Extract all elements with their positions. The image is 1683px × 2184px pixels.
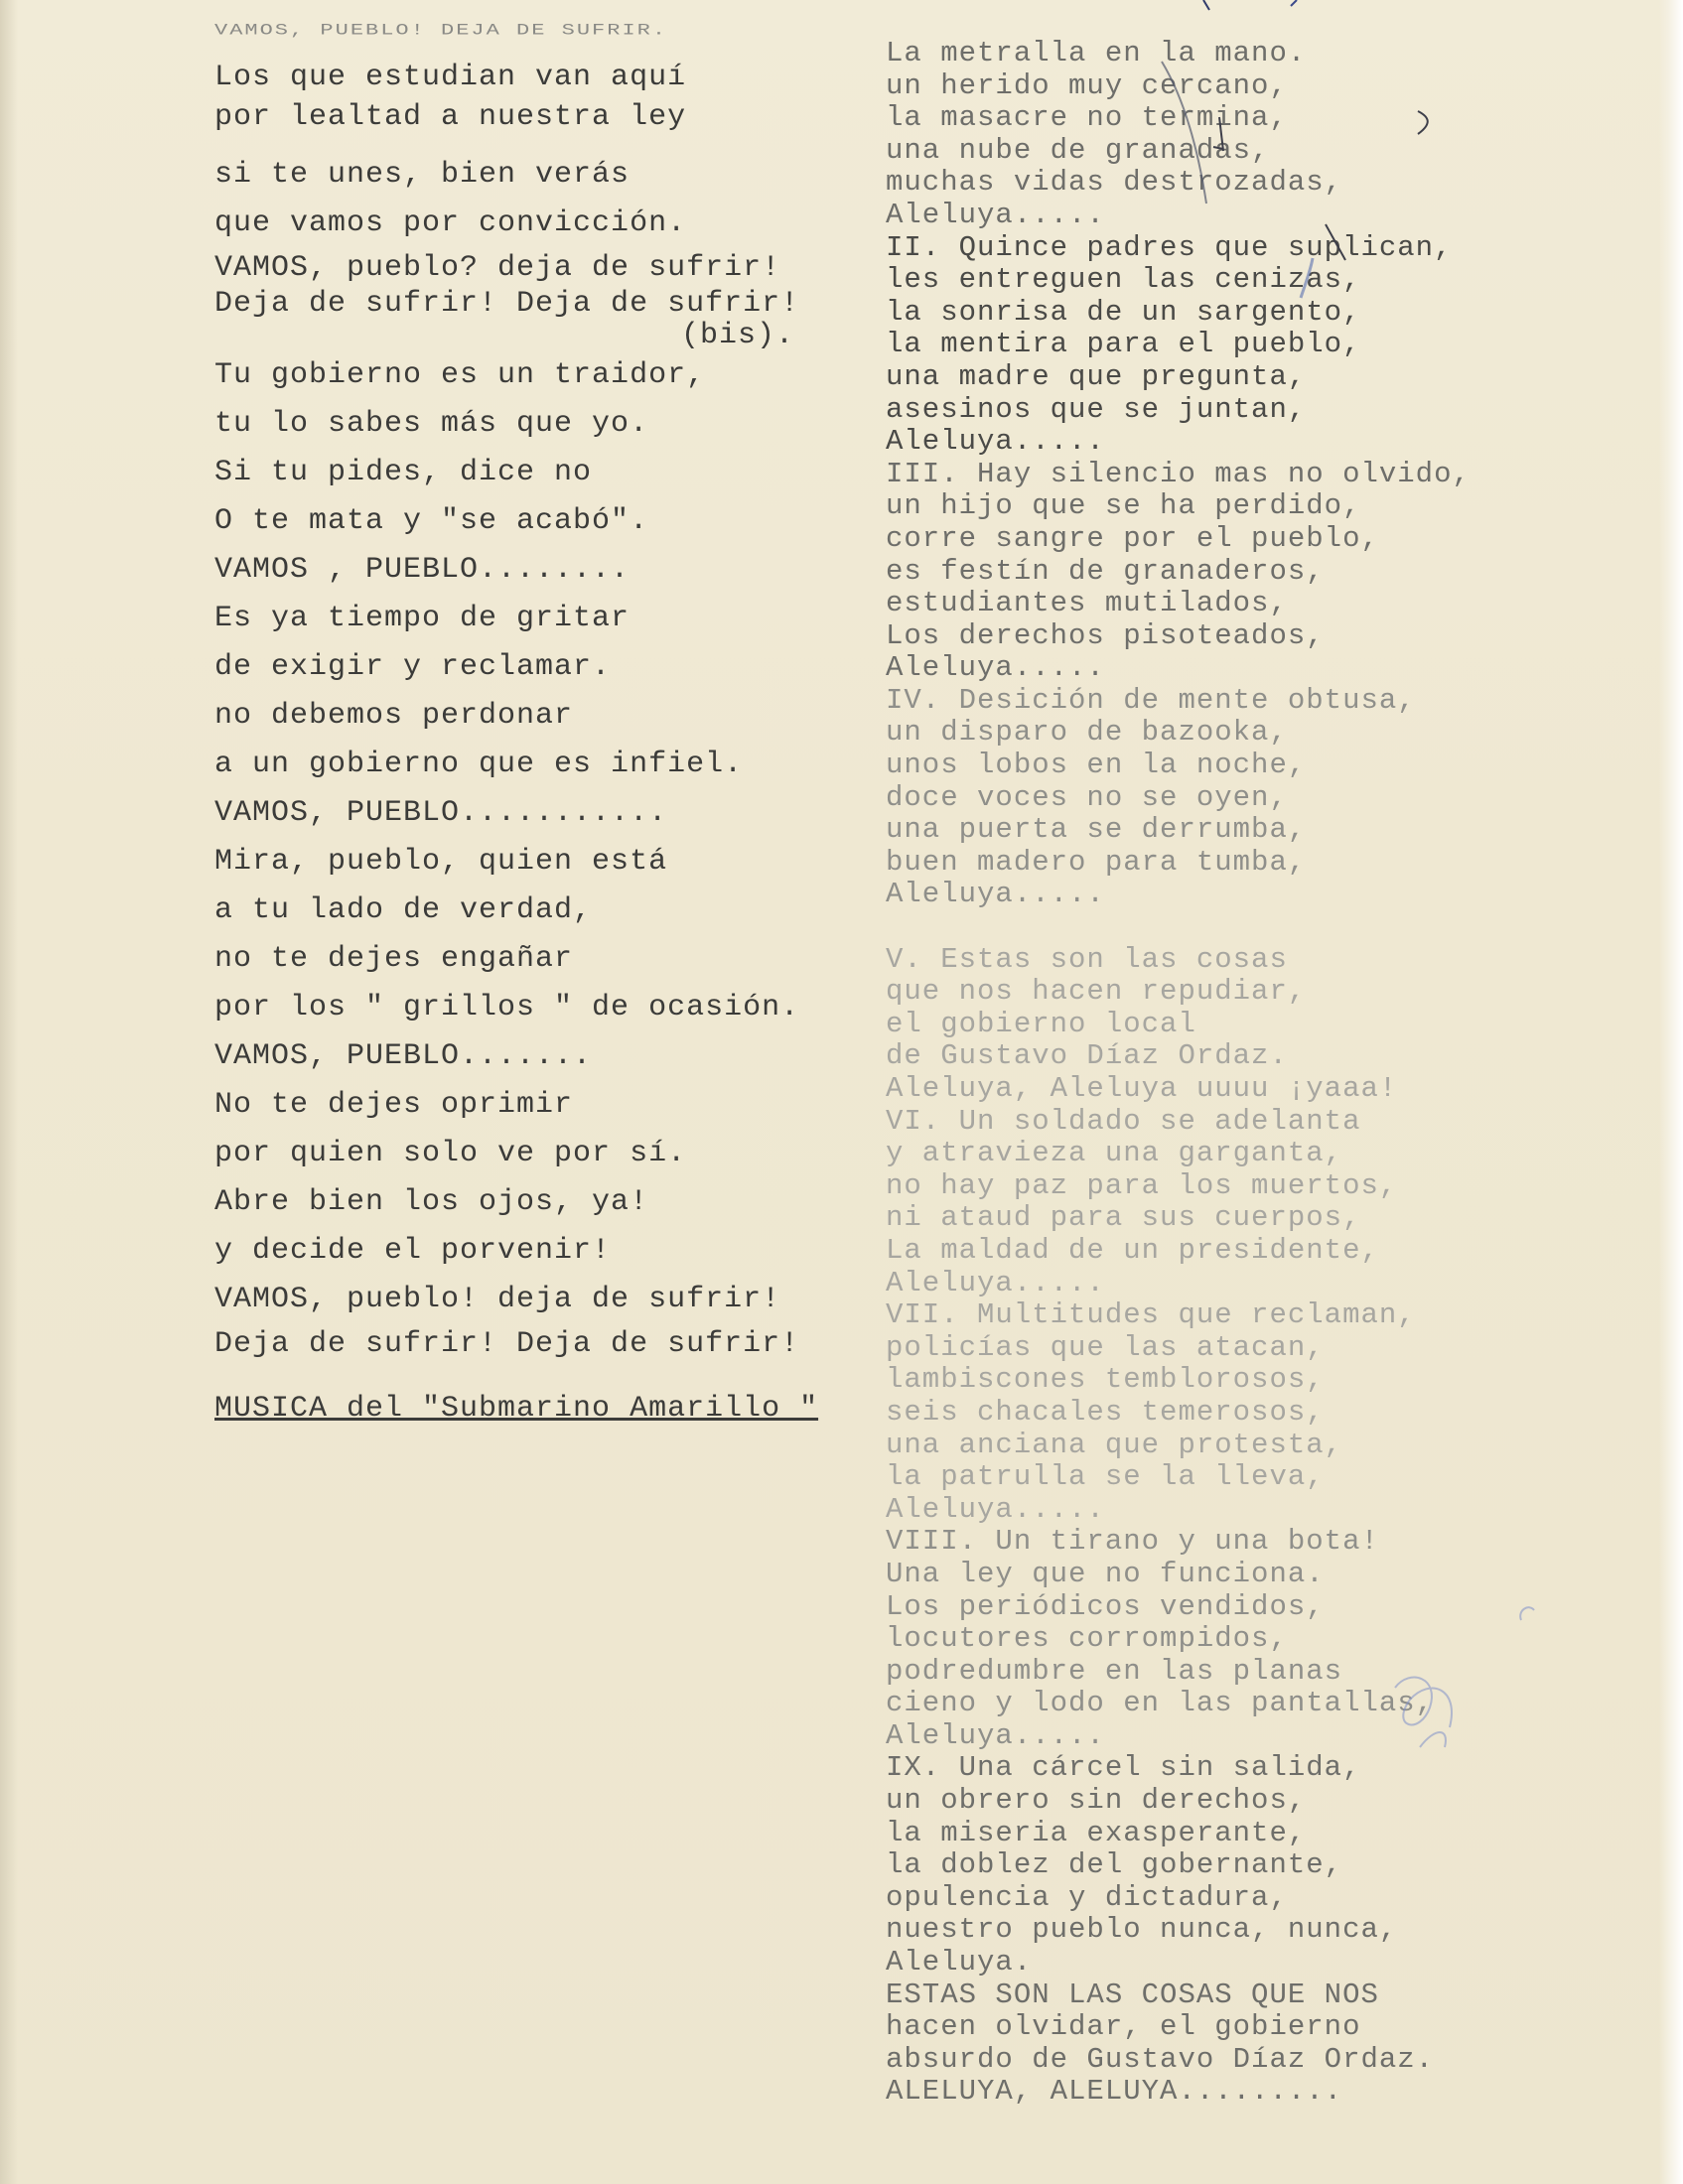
lyric-line: policías que las atacan, [886,1330,1325,1364]
lyric-line: tu lo sabes más que yo. [214,407,649,441]
lyric-line: el gobierno local [886,1007,1196,1040]
lyric-line: asesinos que se juntan, [886,392,1307,426]
lyric-line: IV. Desición de mente obtusa, [886,683,1416,717]
lyric-line: La maldad de un presidente, [886,1233,1379,1267]
lyric-line: unos lobos en la noche, [886,749,1307,782]
lyric-line: a un gobierno que es infiel. [214,748,744,781]
lyric-line: Una ley que no funciona. [886,1557,1325,1590]
lyric-line: doce voces no se oyen, [886,780,1288,814]
lyric-line: seis chacales temerosos, [886,1395,1325,1429]
lyric-line: VAMOS, PUEBLO....... [214,1039,593,1073]
lyric-line: Tu gobierno es un traidor, [214,358,706,392]
lyric-line: II. Quince padres que suplican, [886,230,1453,264]
lyric-line: estudiantes mutilados, [886,587,1288,620]
lyric-line: una anciana que protesta, [886,1428,1343,1461]
lyric-line: Es ya tiempo de gritar [214,602,631,635]
lyric-line: ALELUYA, ALELUYA......... [886,2075,1343,2109]
lyric-line: si te unes, bien verás [214,158,631,192]
lyric-line: podredumbre en las planas [886,1654,1343,1688]
lyric-line: Aleluya. [886,1946,1033,1979]
lyric-line: un obrero sin derechos, [886,1784,1307,1818]
lyric-line: un disparo de bazooka, [886,716,1288,750]
lyric-line: de Gustavo Díaz Ordaz. [886,1039,1288,1073]
lyric-line: una puerta se derrumba, [886,813,1307,847]
lyric-line: Aleluya..... [886,198,1105,231]
lyric-line: VII. Multitudes que reclaman, [886,1298,1416,1332]
lyric-line: Aleluya, Aleluya uuuu ¡yaaa! [886,1072,1398,1105]
right-column-lyrics [886,38,1521,2109]
lyric-line: VAMOS , PUEBLO........ [214,553,631,587]
lyric-line: La metralla en la mano. [886,37,1307,69]
lyric-line: O te mata y "se acabó". [214,504,649,538]
lyric-line: buen madero para tumba, [886,845,1307,879]
page-right-edge [1659,0,1683,2184]
lyric-line: Aleluya..... [886,1718,1105,1752]
lyric-line: muchas vidas destrozadas, [886,166,1343,200]
lyric-line: es festín de granaderos, [886,554,1325,588]
lyric-line: la mentira para el pueblo, [886,328,1361,361]
lyric-line: absurdo de Gustavo Díaz Ordaz. [886,2042,1435,2076]
lyric-line: Si tu pides, dice no [214,456,593,489]
lyric-line: que vamos por convicción. [214,206,687,240]
page-left-edge-shadow [0,0,18,2184]
lyric-line: una nube de granadas, [886,133,1270,167]
lyric-line: VIII. Un tirano y una bota! [886,1525,1379,1559]
lyric-line: Deja de sufrir! Deja de sufrir! [214,287,800,321]
lyric-line: no debemos perdonar [214,699,574,733]
lyric-line: por lealtad a nuestra ley [214,100,687,134]
lyric-line: ni ataud para sus cuerpos, [886,1201,1361,1235]
lyric-line: cieno y lodo en las pantallas, [886,1687,1435,1720]
lyric-line: Abre bien los ojos, ya! [214,1185,649,1219]
lyric-line: la doblez del gobernante, [886,1848,1343,1882]
lyric-line: opulencia y dictadura, [886,1880,1288,1914]
lyric-line: de exigir y reclamar. [214,650,612,684]
lyric-line: Aleluya..... [886,1492,1105,1526]
lyric-line: la patrulla se la lleva, [886,1460,1325,1494]
lyric-line: Los derechos pisoteados, [886,618,1325,652]
lyric-line: no hay paz para los muertos, [886,1168,1398,1202]
lyric-line: una madre que pregunta, [886,359,1307,393]
lyric-line: un hijo que se ha perdido, [886,489,1361,523]
lyric-line: y atravieza una garganta, [886,1137,1343,1170]
lyric-line: VAMOS, pueblo! deja de sufrir! [214,1283,781,1316]
lyric-line: Los que estudian van aquí [214,61,687,94]
lyric-line: por los " grillos " de ocasión. [214,991,800,1024]
lyric-line: un herido muy cercano, [886,68,1288,102]
lyric-line: a tu lado de verdad, [214,893,593,927]
lyric-line: V. Estas son las cosas [886,942,1288,976]
lyric-line: Los periódicos vendidos, [886,1589,1325,1623]
lyric-line: lambiscones temblorosos, [886,1363,1325,1397]
lyric-line: ESTAS SON LAS COSAS QUE NOS [886,1978,1379,2011]
lyric-line: IX. Una cárcel sin salida, [886,1751,1361,1785]
blank-line [886,911,1521,944]
left-column-heading: VAMOS, PUEBLO! DEJA DE SUFRIR. [214,22,668,40]
lyric-line: la miseria exasperante, [886,1816,1307,1849]
lyric-line: nuestro pueblo nunca, nunca, [886,1913,1398,1947]
lyric-line: la masacre no termina, [886,101,1288,135]
bis-annotation: (bis). [681,319,795,352]
lyric-line: Mira, pueblo, quien está [214,845,668,879]
lyric-line: III. Hay silencio mas no olvido, [886,457,1471,490]
lyric-line: que nos hacen repudiar, [886,975,1307,1009]
lyric-line: hacen olvidar, el gobierno [886,2010,1361,2044]
lyric-line: por quien solo ve por sí. [214,1137,687,1170]
lyric-line: Aleluya..... [886,651,1105,685]
lyric-line: VI. Un soldado se adelanta [886,1104,1361,1138]
lyric-line: no te dejes engañar [214,942,574,976]
lyric-line: les entreguen las cenizas, [886,263,1361,297]
lyric-line: locutores corrompidos, [886,1622,1288,1656]
lyric-line: VAMOS, pueblo? deja de sufrir! [214,251,781,285]
lyric-line: Aleluya..... [886,1266,1105,1299]
music-credit: MUSICA del "Submarino Amarillo " [214,1392,819,1426]
lyric-line: No te dejes oprimir [214,1088,574,1122]
lyric-line: VAMOS, PUEBLO........... [214,796,668,830]
lyric-line: y decide el porvenir! [214,1234,612,1268]
lyric-line: Deja de sufrir! Deja de sufrir! [214,1327,800,1361]
left-column-lyrics [214,22,850,1426]
lyric-line: Aleluya..... [886,878,1105,911]
lyric-line: corre sangre por el pueblo, [886,521,1379,555]
lyric-line: Aleluya..... [886,425,1105,459]
lyric-line: la sonrisa de un sargento, [886,295,1361,329]
